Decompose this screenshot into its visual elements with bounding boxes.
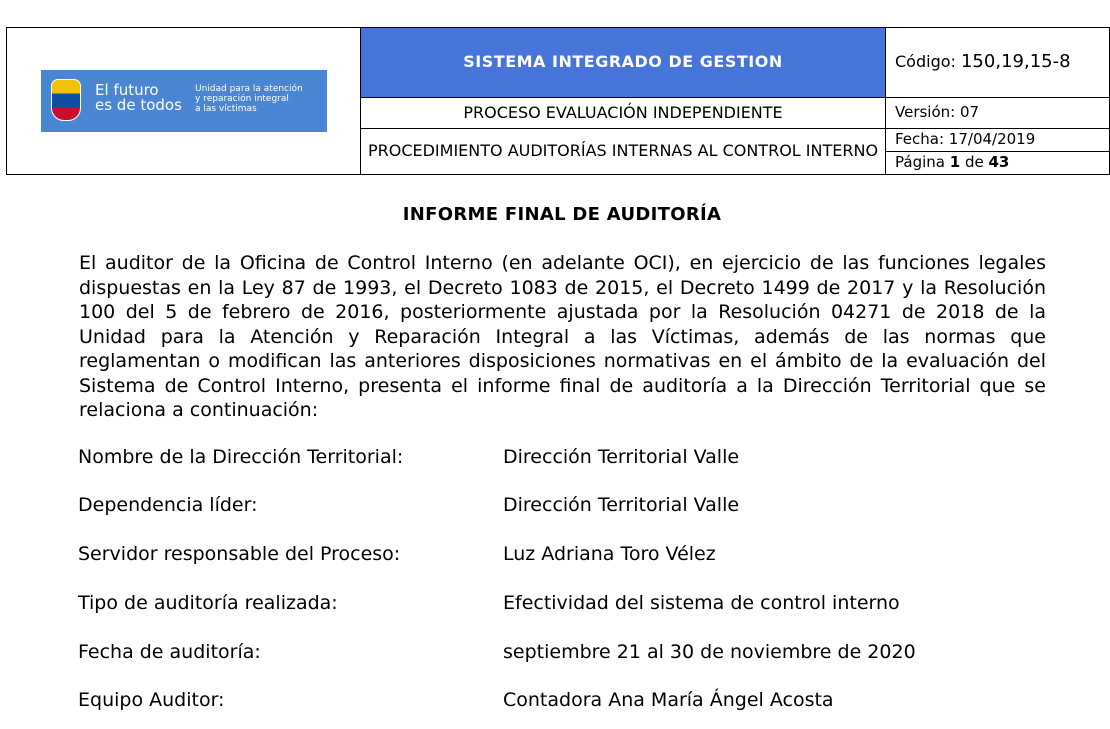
logo-tagline: El futuro es de todos [95,81,182,114]
field-value-audit-date: septiembre 21 al 30 de noviembre de 2020 [503,641,916,663]
field-value-process-owner: Luz Adriana Toro Vélez [503,543,716,565]
logo-cell [7,28,361,175]
document-version: Versión: 07 [886,98,1110,129]
intro-paragraph: El auditor de la Oficina de Control Interno (en adelante OCI), en ejercicio de las funciones legales dispuestas en la Ley 87 de 1993, el Decreto 1083 de 2015, el Decreto 1499 de 2017 y la Resolución 100 del 5 de febrero de 2016, posteriormente ajustada por la Resolución 04271 de 2018 de la Unidad para la Atención y Reparación Integral a las Víctimas, además de las normas que reglamentan o modifican las anteriores disposiciones normativas en el ámbito de la evaluación del Sistema de Control Interno, presenta el informe final de auditoría a la Dirección Territorial que se relaciona a continuación: [79,252,1046,421]
field-label-territorial-direction: Nombre de la Dirección Territorial: [78,446,404,468]
field-value-audit-team: Contadora Ana María Ángel Acosta [503,689,834,711]
field-label-audit-team: Equipo Auditor: [78,689,225,711]
document-code-value: 150,19,15-8 [960,51,1071,73]
field-label-audit-date: Fecha de auditoría: [78,641,261,663]
page-number: Página 1 de 43 [886,152,1110,175]
field-label-lead-dependency: Dependencia líder: [78,494,258,516]
document-code: Código: 150,19,15-8 [886,28,1110,98]
institution-logo [41,70,327,132]
report-title: INFORME FINAL DE AUDITORÍA [402,204,722,225]
field-label-process-owner: Servidor responsable del Proceso: [78,543,401,565]
procedure-name: PROCEDIMIENTO AUDITORÍAS INTERNAS AL CONTROL INTERNO [361,129,886,175]
system-title: SISTEMA INTEGRADO DE GESTION [361,28,886,98]
field-value-audit-type: Efectividad del sistema de control interno [503,592,900,614]
document-date: Fecha: 17/04/2019 [886,129,1110,152]
logo-unit-name: Unidad para la atención y reparación integral a las víctimas [195,84,303,114]
field-value-territorial-direction: Dirección Territorial Valle [503,446,740,468]
process-name: PROCESO EVALUACIÓN INDEPENDIENTE [361,98,886,129]
field-value-lead-dependency: Dirección Territorial Valle [503,494,740,516]
document-header-table [6,27,1110,175]
colombia-crest-icon [51,79,81,121]
field-label-audit-type: Tipo de auditoría realizada: [78,592,338,614]
